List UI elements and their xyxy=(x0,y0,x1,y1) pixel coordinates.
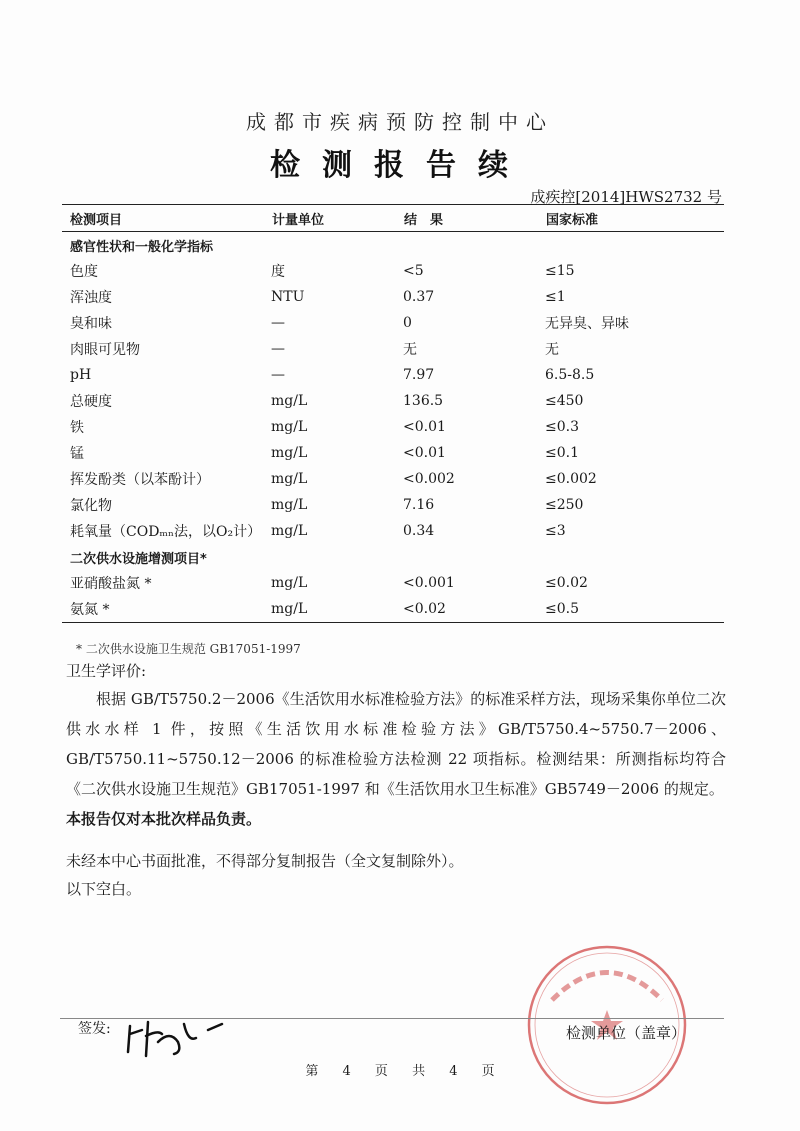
cell-item: 浑浊度 xyxy=(70,290,112,306)
cell-result: <0.02 xyxy=(403,596,545,623)
cell-item: 耗氧量（CODₘₙ法，以O₂计） xyxy=(70,524,262,540)
cell-unit: mg/L xyxy=(271,497,308,513)
cell-result: 0 xyxy=(403,315,412,331)
cell-result: <0.01 xyxy=(403,419,446,435)
page-current: 第 4 页 xyxy=(305,1064,388,1079)
cell-standard: ≤1 xyxy=(545,289,566,305)
section-header-row xyxy=(62,232,724,259)
cell-item: 挥发酚类（以苯酚计） xyxy=(70,472,210,488)
cell-standard: ≤250 xyxy=(545,497,584,513)
cell-item: 氯化物 xyxy=(70,498,112,514)
testing-unit-label: 检测单位（盖章） xyxy=(566,1024,687,1042)
table-header-row xyxy=(62,205,724,232)
cell-result: <0.002 xyxy=(403,471,455,487)
section-title: 感官性状和一般化学指标 xyxy=(70,239,214,255)
results-table xyxy=(62,204,724,623)
table-row xyxy=(62,388,724,414)
table-row xyxy=(62,596,724,623)
page-total: 共 4 页 xyxy=(412,1064,495,1079)
evaluation-heading: 卫生学评价: xyxy=(66,662,147,680)
cell-standard: ≤0.1 xyxy=(545,445,579,461)
table-body xyxy=(62,232,724,623)
cell-result: 7.97 xyxy=(403,367,435,383)
cell-standard: ≤450 xyxy=(545,393,584,409)
cell-unit: — xyxy=(271,315,285,331)
cell-unit: mg/L xyxy=(271,471,308,487)
column-header-unit: 计量单位 xyxy=(271,205,403,232)
cell-item: 亚硝酸盐氮 * xyxy=(70,576,152,592)
blank-below-note: 以下空白。 xyxy=(66,880,142,898)
cell-unit: — xyxy=(271,341,285,357)
cell-standard: 无 xyxy=(545,342,559,358)
section-title: 二次供水设施增测项目* xyxy=(70,551,207,567)
table-row xyxy=(62,310,724,336)
column-header-item: 检测项目 xyxy=(62,205,271,232)
table-row xyxy=(62,284,724,310)
responsibility-note: 本报告仅对本批次样品负责。 xyxy=(66,810,262,828)
cell-item: 总硬度 xyxy=(70,394,112,410)
cell-standard: ≤15 xyxy=(545,263,575,279)
report-title: 检测报告续 xyxy=(270,148,530,183)
cell-unit: mg/L xyxy=(271,575,308,591)
organization-name: 成都市疾病预防控制中心 xyxy=(246,110,554,134)
table-row xyxy=(62,362,724,388)
table-row xyxy=(62,336,724,362)
cell-result: <0.01 xyxy=(403,445,446,461)
cell-item: 锰 xyxy=(70,446,84,462)
table-row xyxy=(62,570,724,596)
handwritten-signature xyxy=(118,1012,238,1066)
cell-item: pH xyxy=(70,367,92,383)
cell-item: 铁 xyxy=(70,420,84,436)
report-number: 成疾控[2014]HWS2732 号 xyxy=(530,188,722,206)
cell-item: 肉眼可见物 xyxy=(70,342,140,358)
page-info xyxy=(0,1060,800,1079)
table-row xyxy=(62,466,724,492)
cell-standard: ≤0.3 xyxy=(545,419,579,435)
signer-label: 签发: xyxy=(78,1021,111,1037)
cell-unit: mg/L xyxy=(271,523,308,539)
cell-unit: mg/L xyxy=(271,596,403,623)
cell-result: 无 xyxy=(403,342,417,358)
cell-unit: mg/L xyxy=(271,393,308,409)
cell-unit: mg/L xyxy=(271,445,308,461)
cell-item: 臭和味 xyxy=(70,316,112,332)
cell-unit: mg/L xyxy=(271,419,308,435)
copy-restriction-note: 未经本中心书面批准，不得部分复制报告（全文复制除外）。 xyxy=(66,852,464,870)
table-row xyxy=(62,414,724,440)
cell-standard: 无异臭、异味 xyxy=(545,316,629,332)
cell-standard: ≤0.02 xyxy=(545,575,588,591)
table-row xyxy=(62,492,724,518)
column-header-result: 结 果 xyxy=(403,205,545,232)
cell-result: <0.001 xyxy=(403,575,455,591)
cell-unit: 度 xyxy=(271,264,285,280)
table-row xyxy=(62,440,724,466)
cell-result: <5 xyxy=(403,263,424,279)
cell-item: 色度 xyxy=(70,264,98,280)
cell-standard: ≤0.002 xyxy=(545,471,597,487)
cell-item: 氨氮 * xyxy=(62,596,271,623)
cell-result: 0.37 xyxy=(403,289,435,305)
cell-standard: ≤0.5 xyxy=(545,596,724,623)
column-header-standard: 国家标准 xyxy=(545,205,724,232)
cell-unit: — xyxy=(271,367,285,383)
table-row xyxy=(62,258,724,284)
cell-result: 136.5 xyxy=(403,393,444,409)
section-header-row xyxy=(62,544,724,570)
footnote: * 二次供水设施卫生规范 GB17051-1997 xyxy=(76,642,301,656)
evaluation-paragraph: 根据 GB/T5750.2－2006《生活饮用水标准检验方法》的标准采样方法，现场采集你单位二次供水水样 1 件，按照《生活饮用水标准检验方法》GB/T5750.4~5750.7－2006、GB/T5750.11~5750.12－2006 的标准检验方法检测 22 项指标。检测结果：所测指标均符合《二次供水设施卫生规范》GB17051-1997 和《生活饮用水卫生标准》GB5749－2006 的规定。 xyxy=(66,690,726,798)
table-row xyxy=(62,518,724,544)
cell-standard: ≤3 xyxy=(545,523,566,539)
cell-result: 7.16 xyxy=(403,497,435,513)
cell-standard: 6.5-8.5 xyxy=(545,367,595,383)
cell-unit: NTU xyxy=(271,289,305,305)
cell-result: 0.34 xyxy=(403,523,435,539)
